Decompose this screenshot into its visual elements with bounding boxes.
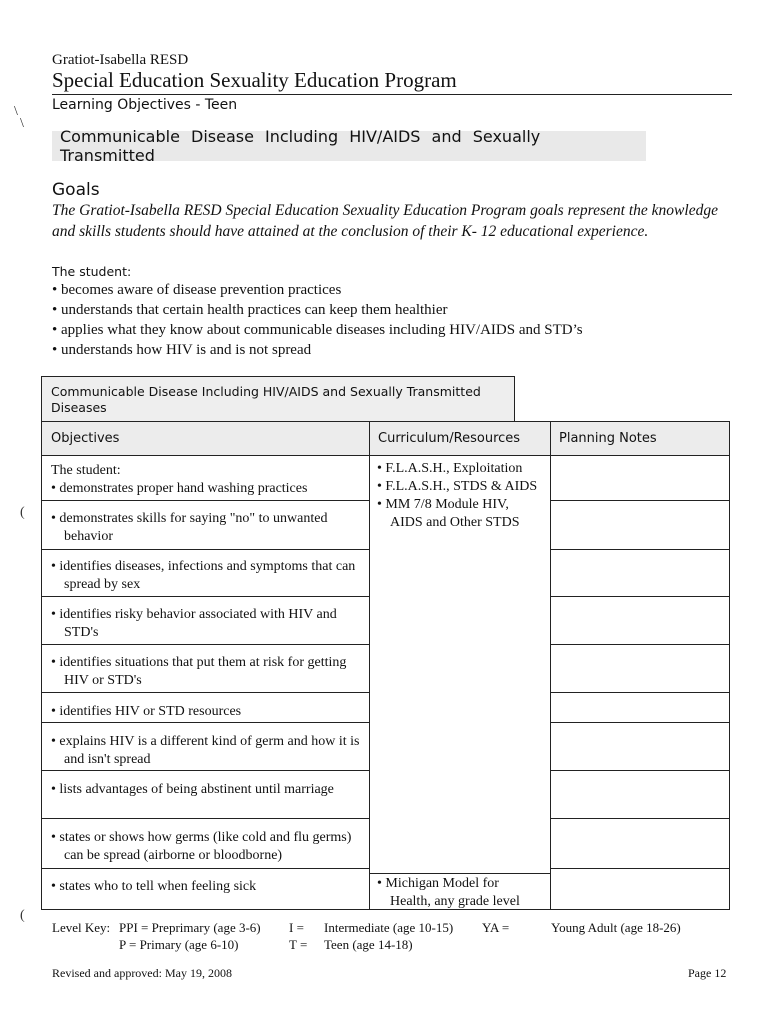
curriculum-resources (377, 460, 542, 532)
column-header-planning: Planning Notes (550, 422, 729, 456)
level-key-i: I = (289, 920, 304, 935)
table-row (42, 874, 369, 896)
table-row (42, 729, 369, 769)
table-title-line2: Diseases (51, 400, 107, 415)
row-divider (550, 644, 730, 645)
goals-student-label: The student: (52, 264, 132, 279)
table-row (42, 699, 369, 721)
table-row (42, 650, 369, 690)
table-title-line1: Communicable Disease Including HIV/AIDS and Sexually Transmitted (51, 384, 481, 399)
row-divider (550, 596, 730, 597)
objective-text: • demonstrates skills for saying "no" to unwanted behavior (51, 510, 361, 546)
objective-text: • states or shows how germs (like cold and flu germs) can be spread (airborne or bloodborne) (51, 829, 361, 865)
student-label: The student: (51, 463, 121, 478)
goals-intro: The Gratiot-Isabella RESD Special Education Sexuality Education Program goals represent the knowledge and skills students should have attained at the conclusion of their K- 12 educational experience. (52, 202, 718, 240)
row-divider (42, 868, 369, 869)
topic-banner-text: Communicable Disease Including HIV/AIDS and Sexually Transmitted (60, 127, 541, 165)
row-divider (42, 770, 369, 771)
org-name: Gratiot-Isabella RESD (52, 52, 189, 68)
column-header-objectives: Objectives (42, 422, 369, 456)
level-key-t: T = (289, 937, 308, 952)
page-subtitle: Learning Objectives - Teen (52, 97, 238, 113)
goals-list (52, 280, 583, 360)
level-key-i-desc: Intermediate (age 10-15) (324, 920, 454, 935)
table-row (42, 458, 369, 498)
objective-text: • identifies HIV or STD resources (51, 703, 361, 721)
table-row (42, 554, 369, 594)
row-divider (550, 818, 730, 819)
margin-mark: \ (14, 104, 18, 119)
footer-revised: Revised and approved: May 19, 2008 (52, 966, 232, 980)
objective-text: • identifies risky behavior associated with HIV and STD's (51, 606, 361, 642)
row-divider (42, 818, 369, 819)
column-divider (369, 422, 370, 909)
margin-mark: ( (20, 908, 25, 923)
goal-item: • becomes aware of disease prevention practices (52, 280, 583, 300)
resource-item: • F.L.A.S.H., Exploitation (377, 460, 542, 478)
table-row (42, 825, 369, 865)
level-key-ya-desc: Young Adult (age 18-26) (551, 920, 681, 935)
row-divider (369, 873, 550, 874)
table-row (42, 506, 369, 546)
level-key-ppi: PPI = Preprimary (age 3-6) (119, 920, 261, 935)
table-row (42, 777, 369, 799)
table-title (41, 376, 515, 421)
row-divider (550, 770, 730, 771)
goal-item: • understands how HIV is and is not spread (52, 340, 583, 360)
level-key-label: Level Key: (52, 920, 111, 935)
column-divider (550, 422, 551, 909)
margin-mark: \ (20, 116, 24, 131)
objective-text: • identifies situations that put them at risk for getting HIV or STD's (51, 654, 361, 690)
row-divider (42, 549, 369, 550)
table-row (42, 602, 369, 642)
topic-banner (52, 127, 646, 165)
resource-item: • Michigan Model for Health, any grade level (377, 875, 542, 911)
level-key-p: P = Primary (age 6-10) (119, 937, 239, 952)
objective-text: • demonstrates proper hand washing practices (51, 480, 361, 498)
objectives-table (41, 421, 730, 910)
curriculum-resources-bottom (377, 875, 542, 911)
row-divider (550, 868, 730, 869)
row-divider (42, 500, 369, 501)
objective-text: • identifies diseases, infections and symptoms that can spread by sex (51, 558, 361, 594)
footer-page-number: Page 12 (688, 966, 727, 980)
level-key-ya: YA = (482, 920, 510, 935)
title-rule (52, 94, 732, 95)
column-header-curriculum: Curriculum/Resources (369, 422, 550, 456)
row-divider (42, 692, 369, 693)
row-divider (550, 549, 730, 550)
resource-item: • F.L.A.S.H., STDS & AIDS (377, 478, 542, 496)
row-divider (42, 596, 369, 597)
objective-text: • lists advantages of being abstinent until marriage (51, 781, 361, 799)
level-key-t-desc: Teen (age 14-18) (324, 937, 413, 952)
page-title: Special Education Sexuality Education Program (52, 68, 457, 92)
row-divider (550, 500, 730, 501)
row-divider (42, 722, 369, 723)
goal-item: • applies what they know about communicable diseases including HIV/AIDS and STD’s (52, 320, 583, 340)
row-divider (42, 644, 369, 645)
objective-text: • explains HIV is a different kind of germ and how it is and isn't spread (51, 733, 361, 769)
row-divider (550, 722, 730, 723)
resource-item: • MM 7/8 Module HIV, AIDS and Other STDS (377, 496, 542, 532)
objective-text: • states who to tell when feeling sick (51, 878, 361, 896)
row-divider (550, 692, 730, 693)
goal-item: • understands that certain health practices can keep them healthier (52, 300, 583, 320)
margin-mark: ( (20, 505, 25, 520)
goals-heading: Goals (52, 180, 100, 200)
